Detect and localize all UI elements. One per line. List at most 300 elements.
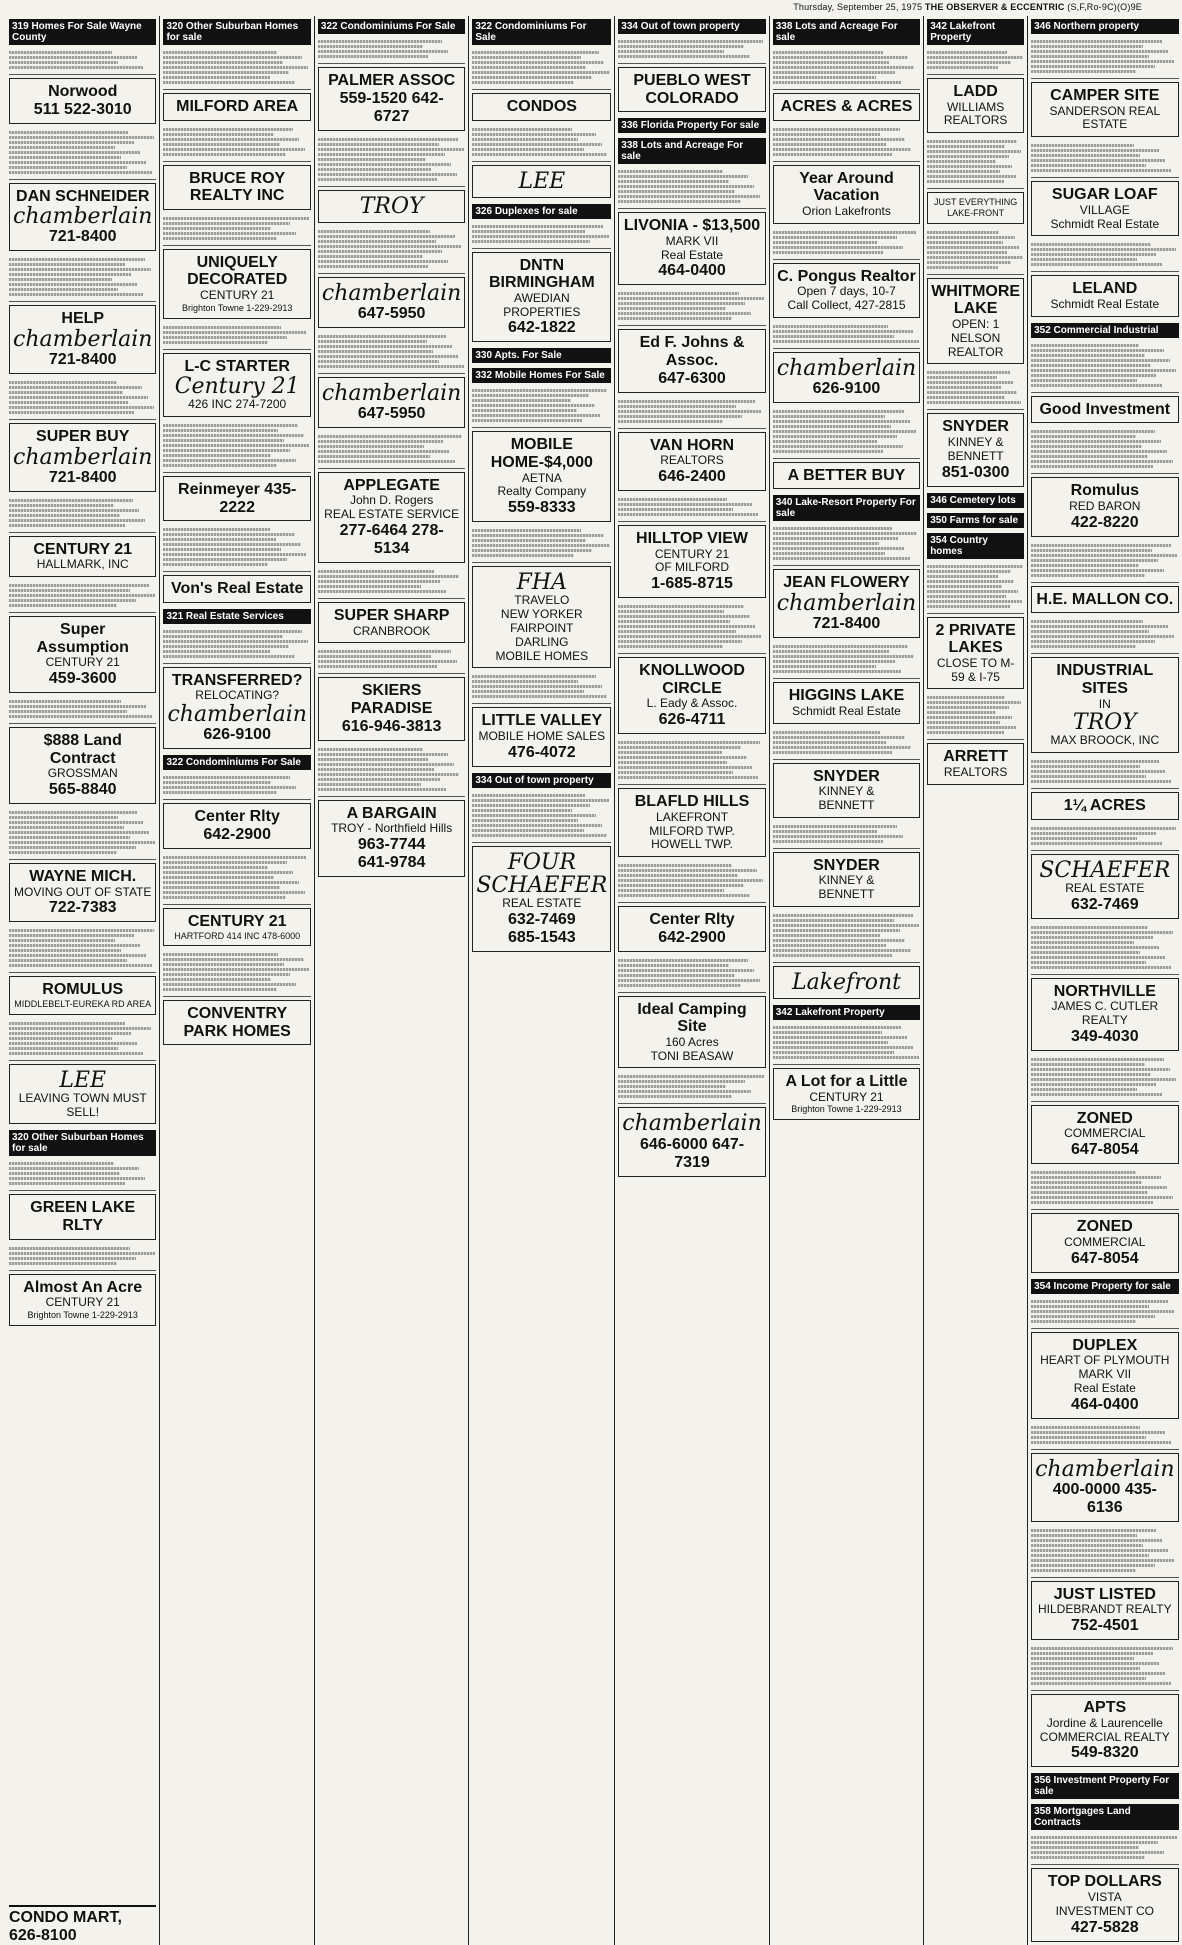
section-header: 352 Commercial Industrial bbox=[1031, 323, 1178, 338]
ad-line: REALTORS bbox=[660, 453, 724, 468]
classified-ad-text bbox=[927, 227, 1024, 275]
classified-ad-text bbox=[163, 626, 310, 664]
display-ad bbox=[773, 966, 920, 999]
classified-ad-text bbox=[472, 671, 611, 704]
ad-line: 647-8054 bbox=[1070, 1249, 1139, 1267]
ad-line: 685-1543 bbox=[508, 928, 576, 946]
ad-line: 721-8400 bbox=[812, 615, 881, 633]
ad-line: Romulus bbox=[1070, 482, 1140, 500]
ad-line: chamberlain bbox=[13, 204, 153, 230]
ad-line: CENTURY 21 bbox=[45, 1295, 120, 1310]
display-ad bbox=[618, 212, 765, 285]
ad-line: LEAVING TOWN MUST SELL! bbox=[18, 1090, 147, 1119]
classified-ad-text bbox=[1031, 140, 1178, 178]
ad-line: MIDDLEBELT-EUREKA RD AREA bbox=[14, 999, 152, 1009]
ad-line: $888 Land Contract bbox=[43, 732, 122, 767]
classified-ad-text bbox=[318, 226, 465, 274]
classified-ad-text bbox=[1031, 823, 1178, 851]
display-ad bbox=[9, 1274, 156, 1326]
display-ad bbox=[163, 476, 310, 521]
ad-line: Schmidt Real Estate bbox=[1050, 296, 1160, 311]
display-ad bbox=[1031, 82, 1178, 137]
ad-line: 2 PRIVATE LAKES bbox=[935, 621, 1016, 657]
display-ad bbox=[1031, 1105, 1178, 1164]
ad-line: TONI BEASAW bbox=[650, 1048, 734, 1063]
display-ad bbox=[927, 78, 1024, 133]
classified-ad-text bbox=[927, 561, 1024, 614]
masthead-section: (S,F,Ro-9C)(O)9E bbox=[1067, 2, 1142, 12]
column-8 bbox=[1027, 16, 1181, 1945]
display-ad bbox=[1031, 854, 1178, 919]
classified-ad-text bbox=[1031, 1054, 1178, 1102]
classified-ad-text bbox=[163, 772, 310, 800]
classified-ad-text bbox=[9, 696, 156, 724]
ad-line: KINNEY & bbox=[818, 784, 875, 799]
ad-line: chamberlain bbox=[776, 591, 917, 617]
classified-ad-text bbox=[318, 646, 465, 674]
section-header: 342 Lakefront Property bbox=[773, 1005, 920, 1020]
classified-ad-text bbox=[472, 221, 611, 249]
ad-line: ARRETT bbox=[943, 748, 1009, 766]
ad-line: CENTURY 21 bbox=[187, 912, 287, 930]
ad-line: CENTURY 21 bbox=[654, 546, 730, 561]
classified-ad-text bbox=[773, 406, 920, 459]
ad-line: HALLMARK, INC bbox=[36, 557, 129, 572]
ad-line: SANDERSON REAL ESTATE bbox=[1049, 103, 1161, 132]
display-ad bbox=[1031, 181, 1178, 236]
classified-ad-text bbox=[9, 1018, 156, 1061]
ad-line: NEW YORKER bbox=[500, 607, 583, 622]
classified-ad-text bbox=[618, 288, 765, 326]
classified-ad-text bbox=[318, 36, 465, 64]
ad-line: JAMES C. CUTLER bbox=[1051, 999, 1159, 1014]
classified-ad-text bbox=[773, 1022, 920, 1065]
ad-line: DUPLEX bbox=[1072, 1336, 1138, 1354]
display-ad bbox=[618, 1107, 765, 1176]
display-ad bbox=[9, 183, 156, 252]
classified-ad-text bbox=[1031, 1296, 1178, 1329]
display-ad bbox=[1031, 1868, 1178, 1941]
section-header: 346 Northern property bbox=[1031, 19, 1178, 34]
section-header: 334 Out of town property bbox=[472, 773, 611, 788]
classified-ad-text bbox=[1031, 616, 1178, 654]
display-ad bbox=[9, 976, 156, 1014]
ad-line: REAL ESTATE bbox=[502, 895, 582, 910]
classified-ad-text bbox=[773, 124, 920, 162]
ad-line: 616-946-3813 bbox=[341, 717, 442, 735]
classified-ad-text bbox=[163, 852, 310, 905]
display-ad bbox=[318, 67, 465, 131]
classified-ad-text bbox=[9, 925, 156, 973]
classified-ad-text bbox=[1031, 1832, 1178, 1865]
section-header: 334 Out of town property bbox=[618, 19, 765, 34]
ad-line: ZONED bbox=[1076, 1109, 1133, 1127]
ad-line: Schmidt Real Estate bbox=[1050, 216, 1160, 231]
ad-line: SUGAR LOAF bbox=[1051, 186, 1158, 204]
ad-line: ACRES & ACRES bbox=[780, 98, 913, 115]
classified-ad-text bbox=[927, 367, 1024, 410]
display-ad bbox=[9, 616, 156, 693]
ad-line: IN bbox=[1098, 696, 1111, 711]
section-header: 320 Other Suburban Homes for sale bbox=[9, 1130, 156, 1156]
classified-ad-text bbox=[1031, 426, 1178, 474]
display-ad bbox=[618, 525, 765, 598]
classified-ad-text bbox=[618, 166, 765, 209]
classified-ad-text bbox=[318, 134, 465, 187]
classified-ad-text bbox=[9, 127, 156, 180]
ad-line: SNYDER bbox=[813, 767, 880, 785]
display-ad bbox=[9, 863, 156, 922]
ad-line: Schmidt Real Estate bbox=[792, 703, 901, 718]
ad-line: 626-9100 bbox=[203, 726, 271, 744]
ad-line: LAKEFRONT bbox=[656, 809, 729, 824]
ad-line: 647-8054 bbox=[1070, 1141, 1139, 1159]
ad-line: 647-6300 bbox=[658, 369, 726, 387]
ad-line: MOBILE HOME SALES bbox=[478, 728, 606, 743]
column-2 bbox=[159, 16, 313, 1945]
display-ad bbox=[1031, 978, 1178, 1051]
section-header: 338 Lots and Acreage For sale bbox=[618, 138, 765, 164]
condo-mart-ad: CONDO MART, 626-8100 bbox=[9, 1905, 156, 1945]
ad-line: REAL ESTATE bbox=[1065, 880, 1145, 895]
ad-line: Von's Real Estate bbox=[170, 580, 304, 598]
classified-ad-text bbox=[618, 737, 765, 785]
ad-line: TROY bbox=[359, 193, 424, 219]
ad-line: RED BARON bbox=[1069, 498, 1141, 513]
ad-line: JUST LISTED bbox=[1053, 1585, 1156, 1603]
ad-line: MOBILE HOME-$4,000 bbox=[490, 436, 593, 472]
display-ad bbox=[773, 682, 920, 723]
classified-ad-text bbox=[618, 860, 765, 903]
ad-line: 722-7383 bbox=[48, 899, 117, 917]
ad-line: KINNEY & bbox=[818, 873, 875, 888]
ad-line: FAIRPOINT bbox=[510, 620, 574, 635]
masthead bbox=[793, 2, 1142, 12]
ad-line: SNYDER bbox=[813, 856, 880, 874]
section-header: 356 Investment Property For sale bbox=[1031, 1773, 1178, 1799]
ad-line: BLAFLD HILLS bbox=[634, 793, 750, 811]
classified-ad-text bbox=[773, 727, 920, 760]
ad-line: CENTURY 21 bbox=[45, 655, 120, 670]
ad-line: CONDOS bbox=[506, 98, 577, 115]
ad-line: 642-2900 bbox=[203, 825, 271, 843]
ad-line: 559-1520 642-6727 bbox=[339, 89, 444, 125]
classified-ad-text bbox=[318, 566, 465, 599]
display-ad bbox=[773, 462, 920, 490]
classified-ad-text bbox=[773, 641, 920, 679]
ad-line: Brighton Towne 1-229-2913 bbox=[27, 1310, 138, 1321]
display-ad bbox=[9, 423, 156, 492]
ad-line: Good Investment bbox=[1039, 400, 1171, 418]
ad-line: JEAN FLOWERY bbox=[783, 574, 910, 592]
column-spacer bbox=[9, 1329, 156, 1905]
ad-line: MARK VII bbox=[665, 233, 719, 248]
classified-ad-text bbox=[472, 525, 611, 563]
ad-line: LITTLE VALLEY bbox=[481, 712, 603, 730]
section-header: 346 Cemetery lots bbox=[927, 493, 1024, 508]
classified-ad-text bbox=[618, 36, 765, 64]
classified-ad-text bbox=[618, 494, 765, 522]
ad-line: WHITMORE LAKE bbox=[931, 282, 1021, 318]
classified-ad-text bbox=[9, 1158, 156, 1191]
ad-line: chamberlain bbox=[776, 355, 917, 381]
classified-ad-text bbox=[773, 47, 920, 90]
ad-line: KINNEY & bbox=[947, 434, 1004, 449]
ad-line: Open 7 days, 10-7 bbox=[797, 284, 896, 299]
display-ad bbox=[472, 252, 611, 343]
classified-ad-text bbox=[472, 124, 611, 162]
display-ad bbox=[318, 277, 465, 328]
ad-line: MILFORD AREA bbox=[176, 98, 299, 115]
display-ad bbox=[1031, 792, 1178, 820]
classified-ad-text bbox=[318, 431, 465, 469]
ad-line: LADD bbox=[953, 83, 998, 100]
classified-ad-text bbox=[163, 47, 310, 90]
display-ad bbox=[927, 743, 1024, 784]
classified-ad-text bbox=[318, 331, 465, 374]
classified-ad-text bbox=[163, 213, 310, 246]
classified-ad-text bbox=[1031, 1167, 1178, 1210]
column-spacer bbox=[163, 1048, 310, 1944]
display-ad bbox=[1031, 275, 1178, 316]
ad-line: 721-8400 bbox=[48, 350, 117, 368]
classified-ad-text bbox=[927, 136, 1024, 189]
ad-line: John D. Rogers bbox=[349, 493, 434, 508]
classified-ad-text bbox=[9, 495, 156, 533]
section-header: 320 Other Suburban Homes for sale bbox=[163, 19, 310, 45]
section-header: 340 Lake-Resort Property For sale bbox=[773, 495, 920, 521]
ad-line: Year Around Vacation bbox=[799, 169, 894, 205]
display-ad bbox=[318, 800, 465, 877]
ad-line: Jordine & Laurencelle bbox=[1046, 1715, 1163, 1730]
ad-line: GREEN LAKE RLTY bbox=[30, 1199, 136, 1235]
classified-ad-text bbox=[618, 601, 765, 654]
display-ad bbox=[472, 846, 611, 952]
ad-line: INVESTMENT CO bbox=[1055, 1903, 1155, 1918]
ad-line: 160 Acres bbox=[665, 1034, 719, 1049]
classified-ad-text bbox=[618, 955, 765, 993]
section-header: 326 Duplexes for sale bbox=[472, 204, 611, 219]
ad-line: Brighton Towne 1-229-2913 bbox=[791, 1104, 902, 1115]
ad-line: CENTURY 21 bbox=[200, 287, 275, 302]
ad-line: TRANSFERRED? bbox=[171, 671, 303, 689]
classified-ad-text bbox=[618, 396, 765, 429]
ad-line: TOP DOLLARS bbox=[1047, 1873, 1162, 1891]
column-spacer bbox=[318, 880, 465, 1944]
ad-line: Super Assumption bbox=[36, 621, 129, 656]
ad-line: Real Estate bbox=[661, 247, 724, 262]
classified-ad-text bbox=[318, 744, 465, 797]
ad-line: 632-7469 bbox=[508, 910, 576, 928]
classified-ad-text bbox=[9, 254, 156, 302]
classified-ad-text bbox=[927, 692, 1024, 740]
ad-line: LELAND bbox=[1072, 280, 1138, 298]
ad-line: TROY - Northfield Hills bbox=[331, 821, 453, 836]
ad-line: 963-7744 bbox=[357, 836, 426, 854]
display-ad bbox=[618, 67, 765, 112]
ad-line: chamberlain bbox=[321, 280, 462, 306]
classified-ad-text bbox=[9, 807, 156, 860]
ad-line: APPLEGATE bbox=[343, 476, 440, 494]
classified-ad-text bbox=[1031, 1525, 1178, 1578]
classified-ad-text bbox=[9, 377, 156, 420]
ad-line: GROSSMAN bbox=[47, 766, 118, 781]
ad-line: CLOSE TO M-59 & I-75 bbox=[936, 655, 1015, 684]
ad-line: 476-4072 bbox=[508, 743, 576, 761]
display-ad bbox=[927, 617, 1024, 690]
ad-line: 1-685-8715 bbox=[651, 575, 733, 593]
ad-line: MOVING OUT OF STATE bbox=[14, 884, 152, 899]
ad-line: Real Estate bbox=[1073, 1380, 1136, 1395]
ad-line: COMMERCIAL bbox=[1064, 1234, 1146, 1249]
ad-line: AETNA bbox=[521, 470, 562, 485]
ad-line: DNTN BIRMINGHAM bbox=[488, 256, 595, 292]
ad-line: chamberlain bbox=[167, 702, 307, 728]
ad-line: A BETTER BUY bbox=[787, 466, 906, 484]
classified-ad-text bbox=[163, 124, 310, 162]
ad-line: L. Eady & Assoc. bbox=[646, 696, 738, 711]
ad-line: UNIQUELY DECORATED bbox=[187, 253, 288, 289]
ad-line: Ideal Camping Site bbox=[637, 1000, 747, 1036]
display-ad bbox=[1031, 1581, 1178, 1640]
section-header: 354 Income Property for sale bbox=[1031, 1279, 1178, 1294]
display-ad bbox=[163, 1000, 310, 1045]
ad-line: Brighton Towne 1-229-2913 bbox=[181, 302, 293, 313]
display-ad bbox=[163, 165, 310, 210]
ad-line: BRUCE ROY REALTY INC bbox=[189, 169, 286, 205]
display-ad bbox=[927, 278, 1024, 365]
display-ad bbox=[9, 727, 156, 804]
ad-line: TRAVELO bbox=[514, 593, 570, 608]
display-ad bbox=[163, 353, 310, 417]
display-ad bbox=[773, 852, 920, 907]
ad-line: 626-4711 bbox=[658, 711, 726, 729]
classified-ad-text bbox=[1031, 756, 1178, 789]
display-ad bbox=[9, 536, 156, 577]
section-header: 358 Mortgages Land Contracts bbox=[1031, 1804, 1178, 1830]
ad-line: VAN HORN bbox=[649, 436, 735, 454]
classified-ad-text bbox=[9, 1243, 156, 1271]
ad-line: HELP bbox=[61, 310, 105, 328]
classified-ad-text bbox=[163, 420, 310, 473]
ad-line: SUPER BUY bbox=[36, 427, 130, 445]
ad-line: Norwood bbox=[48, 83, 118, 100]
ad-line: L-C STARTER bbox=[184, 357, 290, 375]
ad-line: 464-0400 bbox=[658, 262, 726, 280]
ad-line: 646-2400 bbox=[658, 467, 726, 485]
ad-line: REALTORS bbox=[943, 113, 1008, 128]
masthead-paper: THE OBSERVER & ECCENTRIC bbox=[924, 2, 1065, 12]
ad-line: 626-9100 bbox=[812, 379, 881, 397]
display-ad bbox=[773, 1068, 920, 1120]
ad-line: VILLAGE bbox=[1079, 202, 1130, 217]
ad-line: H.E. MALLON CO. bbox=[1036, 590, 1174, 608]
classified-ad-text bbox=[472, 47, 611, 90]
ad-line: HILDEBRANDT REALTY bbox=[1038, 1602, 1172, 1617]
display-ad bbox=[472, 431, 611, 522]
classified-ad-text bbox=[618, 1071, 765, 1104]
ad-line: 646-6000 647-7319 bbox=[639, 1135, 745, 1171]
classified-columns bbox=[6, 16, 1175, 1944]
ad-line: RELOCATING? bbox=[195, 688, 280, 703]
ad-line: NORTHVILLE bbox=[1053, 982, 1156, 1000]
classified-ad-text bbox=[9, 47, 156, 75]
column-5 bbox=[614, 16, 768, 1945]
display-ad bbox=[318, 472, 465, 563]
ad-line: TROY bbox=[1072, 710, 1137, 736]
ad-line: Century 21 bbox=[174, 374, 300, 400]
ad-line: A Lot for a Little bbox=[785, 1073, 908, 1090]
display-ad bbox=[1031, 657, 1178, 753]
ad-line: AWEDIAN PROPERTIES bbox=[503, 290, 581, 319]
ad-line: Reinmeyer 435-2222 bbox=[178, 481, 297, 516]
display-ad bbox=[618, 996, 765, 1069]
display-ad bbox=[163, 575, 310, 603]
ad-line: OPEN: 1 NELSON REALTOR bbox=[947, 316, 1004, 359]
ad-line: COMMERCIAL REALTY bbox=[1039, 1729, 1170, 1744]
display-ad bbox=[472, 566, 611, 668]
ad-line: Orion Lakefronts bbox=[802, 203, 891, 218]
display-ad bbox=[9, 1064, 156, 1125]
section-header: 332 Mobile Homes For Sale bbox=[472, 368, 611, 383]
display-ad bbox=[318, 190, 465, 223]
section-header: 321 Real Estate Services bbox=[163, 609, 310, 624]
ad-line: A BARGAIN bbox=[346, 804, 437, 822]
display-ad bbox=[163, 908, 310, 946]
classified-ad-text bbox=[927, 47, 1024, 75]
ad-line: chamberlain bbox=[1035, 1456, 1175, 1482]
ad-line: Lakefront bbox=[791, 969, 901, 995]
display-ad bbox=[9, 78, 156, 124]
section-header: 350 Farms for sale bbox=[927, 513, 1024, 528]
column-spacer bbox=[773, 1123, 920, 1944]
display-ad bbox=[618, 906, 765, 952]
ad-line: HEART OF PLYMOUTH bbox=[1040, 1353, 1170, 1368]
section-header: 330 Apts. For Sale bbox=[472, 348, 611, 363]
display-ad bbox=[1031, 586, 1178, 614]
ad-line: 632-7469 bbox=[1070, 895, 1139, 913]
ad-line: CRANBROOK bbox=[352, 623, 431, 638]
display-ad bbox=[1031, 477, 1178, 536]
ad-line: FHA bbox=[516, 570, 567, 596]
display-ad bbox=[618, 788, 765, 857]
ad-line: LIVONIA - $13,500 bbox=[623, 217, 761, 235]
classified-ad-text bbox=[1031, 540, 1178, 583]
ad-line: 427-5828 bbox=[1070, 1918, 1139, 1936]
display-ad bbox=[9, 1194, 156, 1239]
ad-line: 511 522-3010 bbox=[33, 100, 132, 118]
classified-ad-text bbox=[1031, 1643, 1178, 1691]
ad-line: 400-0000 435-6136 bbox=[1052, 1480, 1157, 1516]
ad-line: chamberlain bbox=[13, 326, 153, 352]
ad-line: 752-4501 bbox=[1070, 1617, 1139, 1635]
display-ad bbox=[163, 803, 310, 849]
classified-ad-text bbox=[773, 821, 920, 849]
column-spacer bbox=[927, 788, 1024, 1945]
ad-line: LEE bbox=[518, 168, 566, 194]
ad-line: 642-1822 bbox=[508, 319, 576, 337]
ad-line: MILFORD TWP. bbox=[649, 823, 735, 838]
section-header: 319 Homes For Sale Wayne County bbox=[9, 19, 156, 45]
ad-line: 647-5950 bbox=[357, 304, 426, 322]
classified-ad-text bbox=[163, 524, 310, 572]
classified-ad-text bbox=[1031, 922, 1178, 975]
column-spacer bbox=[472, 955, 611, 1945]
column-7 bbox=[923, 16, 1027, 1945]
ad-line: 721-8400 bbox=[48, 228, 117, 246]
ad-line: C. Pongus Realtor bbox=[777, 267, 916, 285]
ad-line: HILLTOP VIEW bbox=[636, 529, 749, 547]
